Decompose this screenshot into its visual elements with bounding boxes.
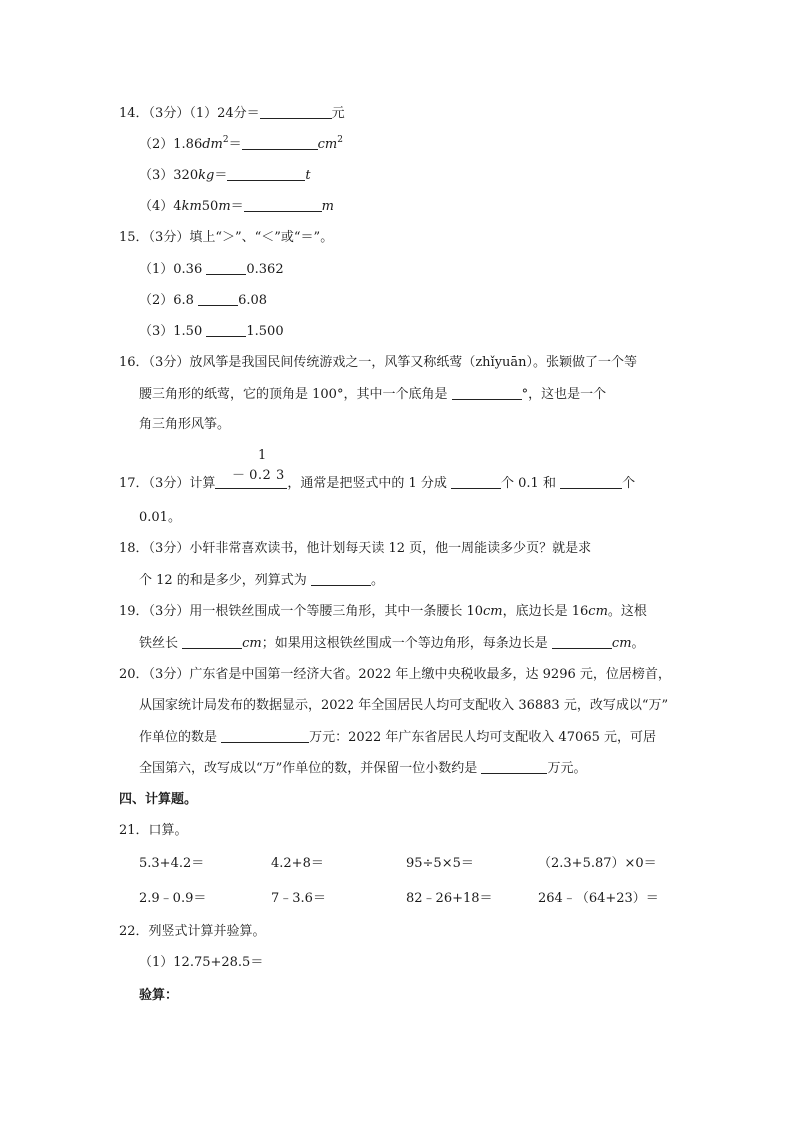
answer-blank[interactable] bbox=[481, 759, 547, 774]
q14-p4-a: 4 bbox=[173, 199, 182, 214]
q21-head: 21．口算。 bbox=[119, 823, 188, 838]
q19-line2a: 铁丝长 bbox=[139, 636, 179, 651]
q14-line3 bbox=[139, 166, 311, 185]
q14-p2-num: （2） bbox=[139, 137, 174, 152]
q18-line1: 18．（3分）小轩非常喜欢读书，他计划每天读 12 页，他一周能读多少页？就是求 bbox=[119, 541, 592, 556]
answer-blank[interactable] bbox=[206, 260, 246, 275]
q15-item3-num: （3） bbox=[139, 324, 174, 339]
q20-line3 bbox=[139, 728, 656, 747]
q20-line4 bbox=[139, 759, 586, 778]
q20-line3a: 作单位的数是 bbox=[139, 730, 218, 745]
q15-item3 bbox=[139, 322, 284, 341]
answer-blank[interactable] bbox=[221, 728, 309, 743]
q15-item2-right: 6.08 bbox=[238, 293, 268, 308]
q16-line1: 16．（3分）放风筝是我国民间传统游戏之一，风筝又称纸莺（zhǐyuān）。张颖做了一个等 bbox=[119, 355, 638, 370]
q15-item2 bbox=[139, 291, 267, 310]
q20-line2: 从国家统计局发布的数据显示，2022 年全国居民人均可支配收入 36883 元，改写成以“万” bbox=[139, 698, 669, 713]
q15-item1-right: 0.362 bbox=[246, 262, 284, 277]
answer-blank[interactable] bbox=[227, 166, 305, 181]
q14-p1-unit: 元 bbox=[331, 106, 345, 121]
answer-blank[interactable] bbox=[198, 291, 238, 306]
q21-r1c2: 4.2+8＝ bbox=[271, 856, 324, 871]
q14-p4-unit2: m bbox=[218, 199, 231, 214]
answer-blank[interactable] bbox=[182, 634, 242, 649]
q19-line2b: ；如果用这根铁丝围成一个等边角形，每条边长是 bbox=[261, 636, 548, 651]
q21-r1c3: 95÷5×5＝ bbox=[406, 856, 474, 871]
q14-p2-unit-b: cm bbox=[317, 137, 338, 152]
q20-line1: 20．（3分）广东省是中国第一经济大省。2022 年上缴中央税收最多，达 9296 元，位居榜首， bbox=[119, 667, 671, 682]
q14-p4-num: （4） bbox=[139, 199, 174, 214]
q14-p1-expr: 24分＝ bbox=[217, 106, 260, 121]
q14-p2-value: 1.86 bbox=[173, 137, 203, 152]
q19-line1a: 19．（3分）用一根铁丝围成一个等腰三角形，其中一条腰长 10 bbox=[119, 604, 483, 619]
answer-blank[interactable] bbox=[552, 634, 612, 649]
q16-line2a: 腰三角形的纸莺，它的顶角是 100°，其中一个底角是 bbox=[139, 387, 448, 402]
answer-blank[interactable] bbox=[311, 571, 371, 586]
q14-line4 bbox=[139, 197, 334, 216]
q17-line1 bbox=[119, 474, 635, 493]
q14-p2-exponent: 2 bbox=[222, 135, 229, 145]
q14-line1 bbox=[119, 104, 345, 123]
answer-blank[interactable] bbox=[260, 104, 332, 119]
section-heading: 四、计算题。 bbox=[119, 792, 198, 807]
q20-line3b: 万元：2022 年广东省居民人均可支配收入 47065 元，可居 bbox=[309, 730, 656, 745]
q19-unit3: cm bbox=[242, 636, 262, 651]
q21-r2c1: 2.9﹣0.9＝ bbox=[139, 891, 207, 906]
q15-item1 bbox=[139, 260, 284, 279]
q21-r2c3: 82﹣26+18＝ bbox=[406, 891, 493, 906]
answer-blank[interactable] bbox=[206, 322, 246, 337]
q20-line4b: 万元。 bbox=[547, 761, 587, 776]
q17-mid: ，通常是把竖式中的 1 分成 bbox=[287, 476, 447, 491]
q15-item1-num: （1） bbox=[139, 262, 174, 277]
q14-p4-b: 50 bbox=[201, 199, 219, 214]
q21-r2c4: 264﹣（64+23）＝ bbox=[538, 891, 659, 906]
q19-line2c: 。 bbox=[631, 636, 645, 651]
q16-line2 bbox=[139, 385, 606, 404]
q15-item1-left: 0.36 bbox=[173, 262, 203, 277]
q17-minus: － bbox=[232, 468, 246, 483]
q14-p3-unit-b: t bbox=[305, 168, 311, 183]
answer-blank[interactable] bbox=[560, 474, 622, 489]
q21-r1c1: 5.3+4.2＝ bbox=[139, 856, 205, 871]
q14-p2-exponent-b: 2 bbox=[337, 135, 343, 145]
q15-head: 15．（3分）填上“＞”、“＜”或“＝”。 bbox=[119, 230, 334, 245]
q15-item2-num: （2） bbox=[139, 293, 174, 308]
q17-vertical-top: 1 bbox=[258, 448, 267, 463]
q17-mid2: 个 0.1 和 bbox=[501, 476, 556, 491]
q14-p2-equals: ＝ bbox=[228, 137, 242, 152]
q14-p4-equals: ＝ bbox=[230, 199, 244, 214]
q20-line4a: 全国第六，改写成以“万”作单位的数，并保留一位小数约是 bbox=[139, 761, 478, 776]
q18-line2b: 。 bbox=[370, 573, 384, 588]
q14-line2 bbox=[139, 135, 343, 154]
q14-p4-unit-b: m bbox=[321, 199, 334, 214]
q18-line2 bbox=[139, 571, 384, 590]
q22-p1: （1）12.75+28.5＝ bbox=[139, 955, 264, 970]
q21-r1c4: （2.3+5.87）×0＝ bbox=[538, 856, 657, 871]
q14-p3-value: 320 bbox=[173, 168, 199, 183]
q17-line2: 0.01。 bbox=[139, 510, 181, 525]
q14-head: 14．（3分） bbox=[119, 106, 190, 121]
vertical-calc-line bbox=[215, 474, 287, 489]
answer-blank[interactable] bbox=[452, 385, 522, 400]
q15-item2-left: 6.8 bbox=[173, 293, 194, 308]
q19-line1b: ，底边长是 16 bbox=[502, 604, 589, 619]
q16-line2b: °，这也是一个 bbox=[521, 387, 607, 402]
q19-line1 bbox=[119, 603, 647, 621]
q15-item3-right: 1.500 bbox=[246, 324, 284, 339]
q14-p4-unit1: km bbox=[181, 199, 202, 214]
q19-unit2: cm bbox=[588, 604, 608, 619]
q14-p3-unit-a: kg bbox=[198, 168, 215, 183]
q21-r2c2: 7﹣3.6＝ bbox=[271, 891, 326, 906]
q14-p2-unit-a: dm bbox=[202, 137, 223, 152]
answer-blank[interactable] bbox=[244, 197, 322, 212]
q14-p3-equals: ＝ bbox=[214, 168, 228, 183]
q22-head: 22．列竖式计算并验算。 bbox=[119, 924, 266, 939]
answer-blank[interactable] bbox=[451, 474, 501, 489]
q19-unit4: cm bbox=[611, 636, 632, 651]
q17-tail: 个 bbox=[622, 476, 636, 491]
q18-line2a: 个 12 的和是多少，列算式为 bbox=[139, 573, 307, 588]
q19-unit1: cm bbox=[483, 604, 503, 619]
q15-item3-left: 1.50 bbox=[173, 324, 203, 339]
answer-blank[interactable] bbox=[242, 135, 318, 150]
q16-line3: 角三角形风筝。 bbox=[139, 417, 231, 432]
q22-check: 验算： bbox=[139, 988, 179, 1003]
q17-head: 17．（3分）计算 bbox=[119, 476, 216, 491]
q19-line2 bbox=[139, 634, 645, 653]
q14-p3-num: （3） bbox=[139, 168, 174, 183]
q14-p1-num: （1） bbox=[189, 106, 218, 121]
q19-line1c: 。这根 bbox=[607, 604, 647, 619]
q17-subtrahend: 0.2 3 bbox=[249, 468, 285, 483]
